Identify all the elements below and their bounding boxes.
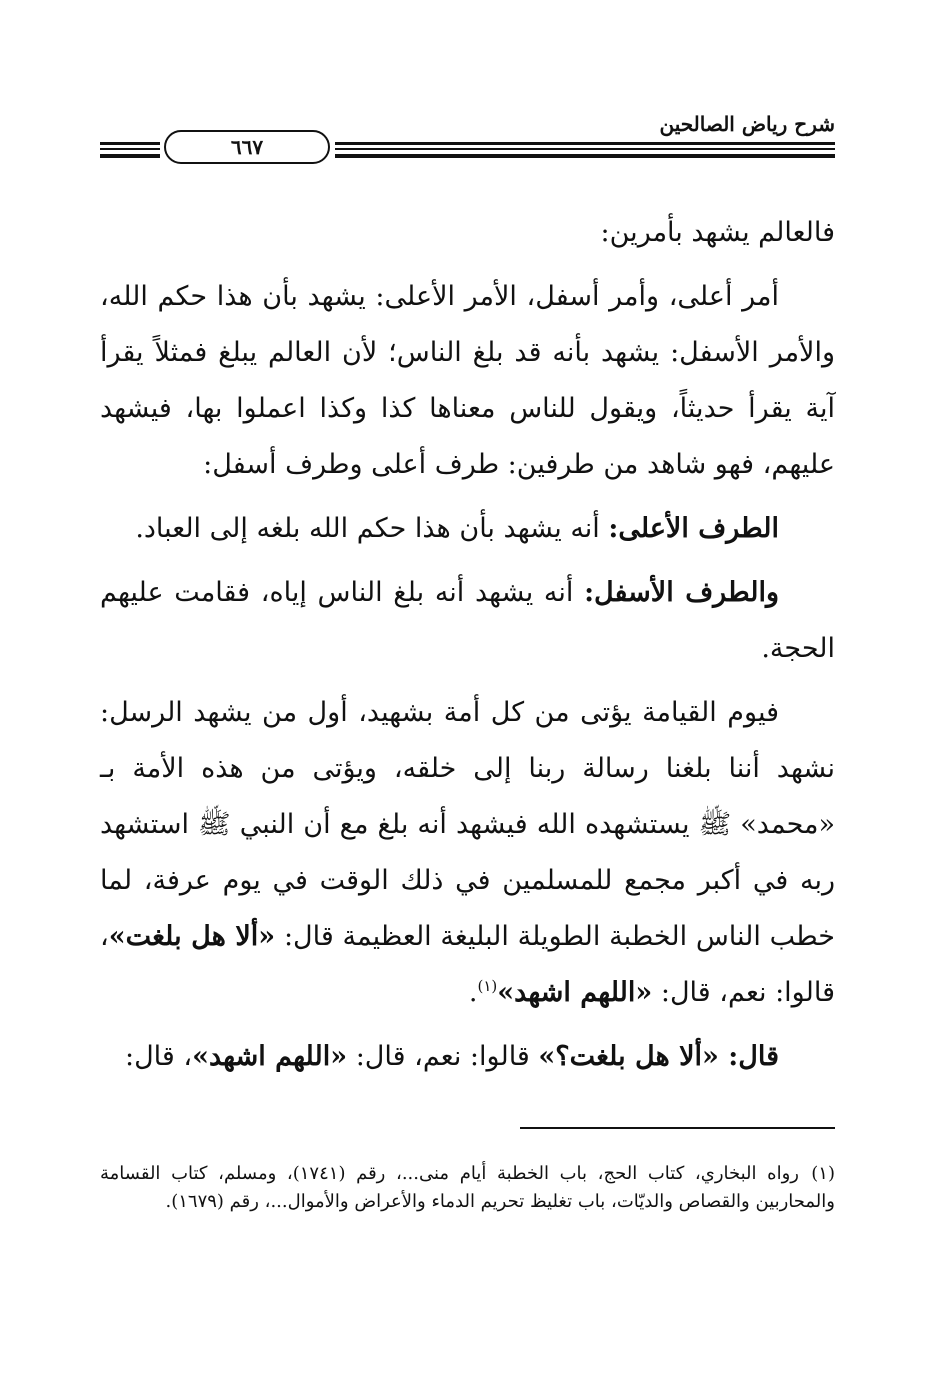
hadith-quote: قال: «ألا هل بلغت؟» <box>538 1041 779 1072</box>
bold-term: الطرف الأعلى: <box>608 513 779 544</box>
book-title: شرح رياض الصالحين <box>659 112 835 136</box>
paragraph-text: أنه يشهد أنه بلغ الناس إياه، فقامت عليهم الحجة. <box>100 577 835 664</box>
paragraph-text: ، قالوا: نعم، قال: <box>100 921 835 1008</box>
page-number: ٦٦٧ <box>164 130 330 164</box>
footnote-text: رواه البخاري، كتاب الحج، باب الخطبة أيام منى...، رقم (١٧٤١)، ومسلم، كتاب القسامة والمحاربين والقصاص والديّات، باب تغليظ تحريم الدماء والأعراض والأموال...، رقم (١٦٧٩). <box>100 1163 835 1212</box>
footnote-marker: (١) <box>811 1163 835 1184</box>
hadith-quote: «اللهم اشهد» <box>192 1041 348 1072</box>
paragraph-text: قالوا: نعم، قال: <box>347 1041 539 1072</box>
paragraph <box>100 1029 835 1085</box>
header-rule <box>100 142 160 145</box>
paragraph-text: . <box>468 977 478 1008</box>
header-rule <box>335 148 835 150</box>
paragraph-text: أنه يشهد بأن هذا حكم الله بلغه إلى العباد. <box>135 513 609 544</box>
paragraph-text: ، قال: <box>124 1041 193 1072</box>
footnote-reference: (١) <box>477 977 498 995</box>
paragraph <box>100 565 835 677</box>
footnote-separator <box>520 1127 835 1129</box>
hadith-quote: «اللهم اشهد» <box>497 977 653 1008</box>
paragraph: فالعالم يشهد بأمرين: <box>600 217 835 248</box>
header-rule <box>100 148 160 150</box>
header-rule <box>335 154 835 158</box>
hadith-quote: «ألا هل بلغت» <box>108 921 276 952</box>
paragraph <box>100 685 835 1021</box>
bold-term: والطرف الأسفل: <box>584 577 779 608</box>
main-text <box>100 205 835 1085</box>
header-rule <box>100 154 160 158</box>
header-rule <box>335 142 835 145</box>
paragraph: أمر أعلى، وأمر أسفل، الأمر الأعلى: يشهد بأن هذا حكم الله، والأمر الأسفل: يشهد بأنه قد بلغ الناس؛ لأن العالم يبلغ فمثلاً يقرأ آية يقرأ حديثاً، ويقول للناس معناها كذا وكذا اعملوا بها، فيشهد عليهم، فهو شاهد من طرفين: طرف أعلى وطرف أسفل: <box>100 281 835 480</box>
page-header <box>100 112 835 162</box>
paragraph-text: فيوم القيامة يؤتى من كل أمة بشهيد، أول من يشهد الرسل: نشهد أننا بلغنا رسالة ربنا إلى خلقه، ويؤتى من هذه الأمة بـ «محمد» ﷺ يستشهده الله فيشهد أنه بلغ مع أن النبي ﷺ استشهد ربه في أكبر مجمع للمسلمين في ذلك الوقت في يوم عرفة، لما خطب الناس الخطبة الطويلة البليغة العظيمة قال: <box>100 697 835 952</box>
paragraph <box>100 501 835 557</box>
footnote <box>100 1160 835 1216</box>
